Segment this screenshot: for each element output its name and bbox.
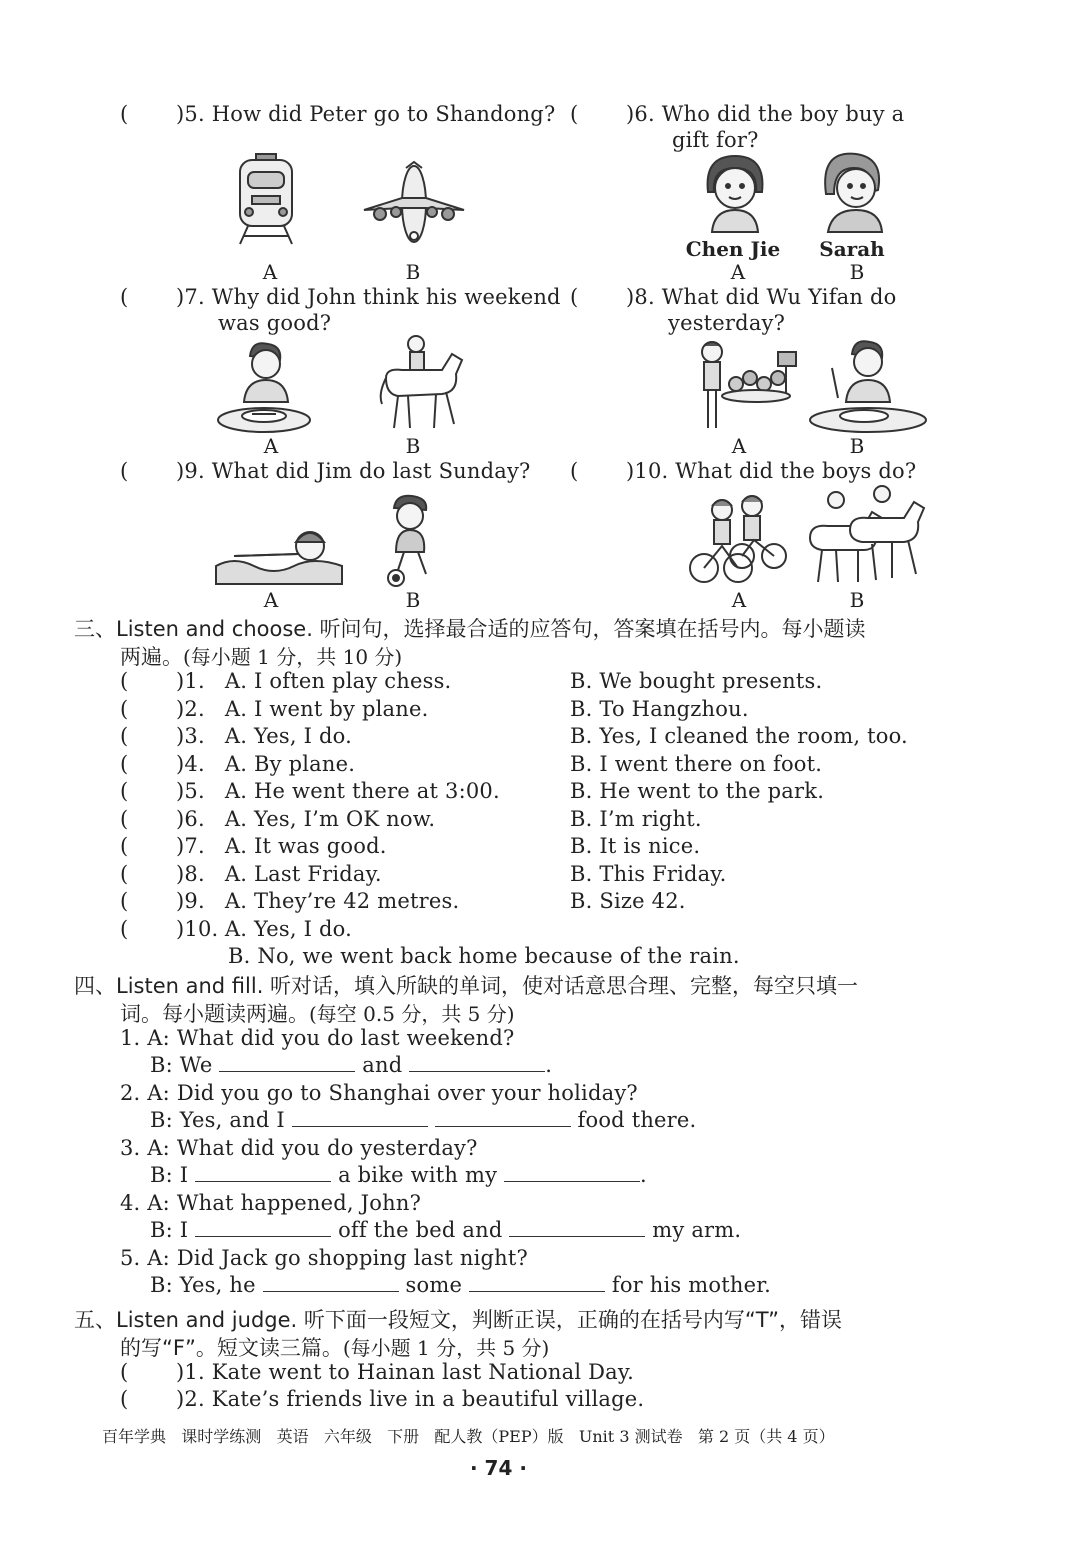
boy-football-icon [382,494,442,588]
option-a-label: A [731,588,747,612]
option-b-text: B. He went to the park. [570,779,825,803]
question-6-cont: gift for? [672,128,759,152]
judge-item-2: ( )2. Kate’s friends live in a beautiful village. [120,1387,645,1411]
section-3-heading: 三、Listen and choose. 听问句，选择最合适的应答句，答案填在括号内。每小题读 [74,617,866,641]
boys-riding-horses-icon [806,484,930,586]
dialog-4-answer: B: I off the bed and my arm. [150,1218,742,1242]
answer-paren[interactable]: ( [570,102,579,126]
choose-item: ( )7. A. It was good. [120,834,387,858]
blank-field[interactable] [195,1218,331,1237]
option-b-label: B [849,260,865,284]
option-b-text: B. It is nice. [570,834,701,858]
section-4-heading-cont: 词。每小题读两遍。(每空 0.5 分，共 5 分) [120,1002,515,1026]
option-b-label: B [849,434,865,458]
section-5-heading-cont: 的写“F”。短文读三篇。(每小题 1 分，共 5 分) [120,1336,550,1360]
answer-paren[interactable]: ( [120,724,129,748]
blank-field[interactable] [292,1108,428,1127]
answer-paren[interactable]: ( [120,459,129,483]
blank-field[interactable] [263,1273,399,1292]
blank-field[interactable] [504,1163,640,1182]
answer-paren[interactable]: ( [120,889,129,913]
boy-flower-show-icon [696,338,800,432]
answer-paren[interactable]: ( [120,779,129,803]
choose-item: ( )8. A. Last Friday. [120,861,382,886]
dialog-1-question: 1. A: What did you do last weekend? [120,1026,515,1050]
option-b-text: B. To Hangzhou. [570,696,749,721]
boy-eating-icon [218,340,310,432]
boy-swimming-icon [214,520,344,586]
choose-item: ( )2. A. I went by plane. [120,696,429,721]
answer-paren[interactable]: ( [570,459,579,483]
question-8-cont: yesterday? [668,311,786,335]
question-10: ( )10. What did the boys do? [570,459,917,483]
blank-field[interactable] [219,1053,355,1072]
option-a-label: A [263,434,279,458]
dialog-5-answer: B: Yes, he some for his mother. [150,1273,772,1297]
choose-item: ( )1. A. I often play chess. [120,669,452,693]
page-footer: 百年学典 课时学练测 英语 六年级 下册 配人教（PEP）版 Unit 3 测试卷 第 2 页（共 4 页） [102,1427,835,1446]
plane-icon [360,162,468,246]
choose-item: ( )3. A. Yes, I do. [120,724,352,748]
answer-paren[interactable]: ( [570,285,579,309]
answer-paren[interactable]: ( [120,696,129,721]
dialog-4-question: 4. A: What happened, John? [120,1191,422,1215]
boy-eating-icon [808,338,928,432]
blank-field[interactable] [435,1108,571,1127]
question-5: ( )5. How did Peter go to Shandong? [120,102,556,126]
option-b-label: B [405,588,421,612]
blank-field[interactable] [409,1053,545,1072]
dialog-1-answer: B: We and . [150,1053,553,1077]
option-b-text: B. I went there on foot. [570,751,823,776]
answer-paren[interactable]: ( [120,751,129,776]
answer-paren[interactable]: ( [120,1387,129,1411]
question-8: ( )8. What did Wu Yifan do [570,285,897,309]
option-b-label: B [849,588,865,612]
judge-item-1: ( )1. Kate went to Hainan last National Day. [120,1360,635,1384]
option-b-text: B. Yes, I cleaned the room, too. [570,724,908,748]
question-9: ( )9. What did Jim do last Sunday? [120,459,531,483]
option-b-text: B. This Friday. [570,861,727,886]
answer-paren[interactable]: ( [120,669,129,693]
choose-item: ( )4. A. By plane. [120,751,356,776]
train-icon [236,152,296,246]
option-a-label: A [262,260,278,284]
question-7: ( )7. Why did John think his weekend [120,285,561,309]
option-a-label: A [263,588,279,612]
section-5-heading: 五、Listen and judge. 听下面一段短文，判断正误，正确的在括号内写“T”，错误 [74,1308,842,1332]
answer-paren[interactable]: ( [120,916,129,941]
dialog-3-answer: B: I a bike with my . [150,1163,647,1187]
option-b-text: B. No, we went back home because of the rain. [228,944,740,968]
section-3-heading-cont: 两遍。(每小题 1 分，共 10 分) [120,645,403,669]
girl-sarah-icon [818,150,888,234]
answer-paren[interactable]: ( [120,285,129,309]
blank-field[interactable] [195,1163,331,1182]
section-4-heading: 四、Listen and fill. 听对话，填入所缺的单词，使对话意思合理、完整，每空只填一 [74,974,859,998]
girl-chen-jie-icon [700,152,770,234]
boys-cycling-icon [688,494,788,586]
question-7-cont: was good? [218,311,332,335]
dialog-3-question: 3. A: What did you do yesterday? [120,1136,478,1160]
option-b-label: B [405,434,421,458]
answer-paren[interactable]: ( [120,861,129,886]
dialog-2-answer: B: Yes, and I food there. [150,1108,697,1132]
dialog-2-question: 2. A: Did you go to Shanghai over your holiday? [120,1081,638,1105]
name-sarah: Sarah [819,237,885,261]
choose-item: ( )5. A. He went there at 3:00. [120,779,500,803]
answer-paren[interactable]: ( [120,806,129,831]
blank-field[interactable] [509,1218,645,1237]
choose-item: ( )9. A. They’re 42 metres. [120,889,460,913]
answer-paren[interactable]: ( [120,1360,129,1384]
option-b-label: B [405,260,421,284]
boy-riding-horse-icon [378,334,470,432]
dialog-5-question: 5. A: Did Jack go shopping last night? [120,1246,528,1270]
page-number: · 74 · [470,1456,527,1480]
choose-item: ( )6. A. Yes, I’m OK now. [120,806,436,831]
question-6: ( )6. Who did the boy buy a [570,102,905,126]
option-b-text: B. I’m right. [570,806,702,831]
answer-paren[interactable]: ( [120,102,129,126]
choose-item: ( )10. A. Yes, I do. [120,916,352,941]
name-chen-jie: Chen Jie [685,237,781,261]
option-b-text: B. We bought presents. [570,669,823,693]
option-a-label: A [730,260,746,284]
option-a-label: A [731,434,747,458]
option-b-text: B. Size 42. [570,889,686,913]
answer-paren[interactable]: ( [120,834,129,858]
blank-field[interactable] [469,1273,605,1292]
